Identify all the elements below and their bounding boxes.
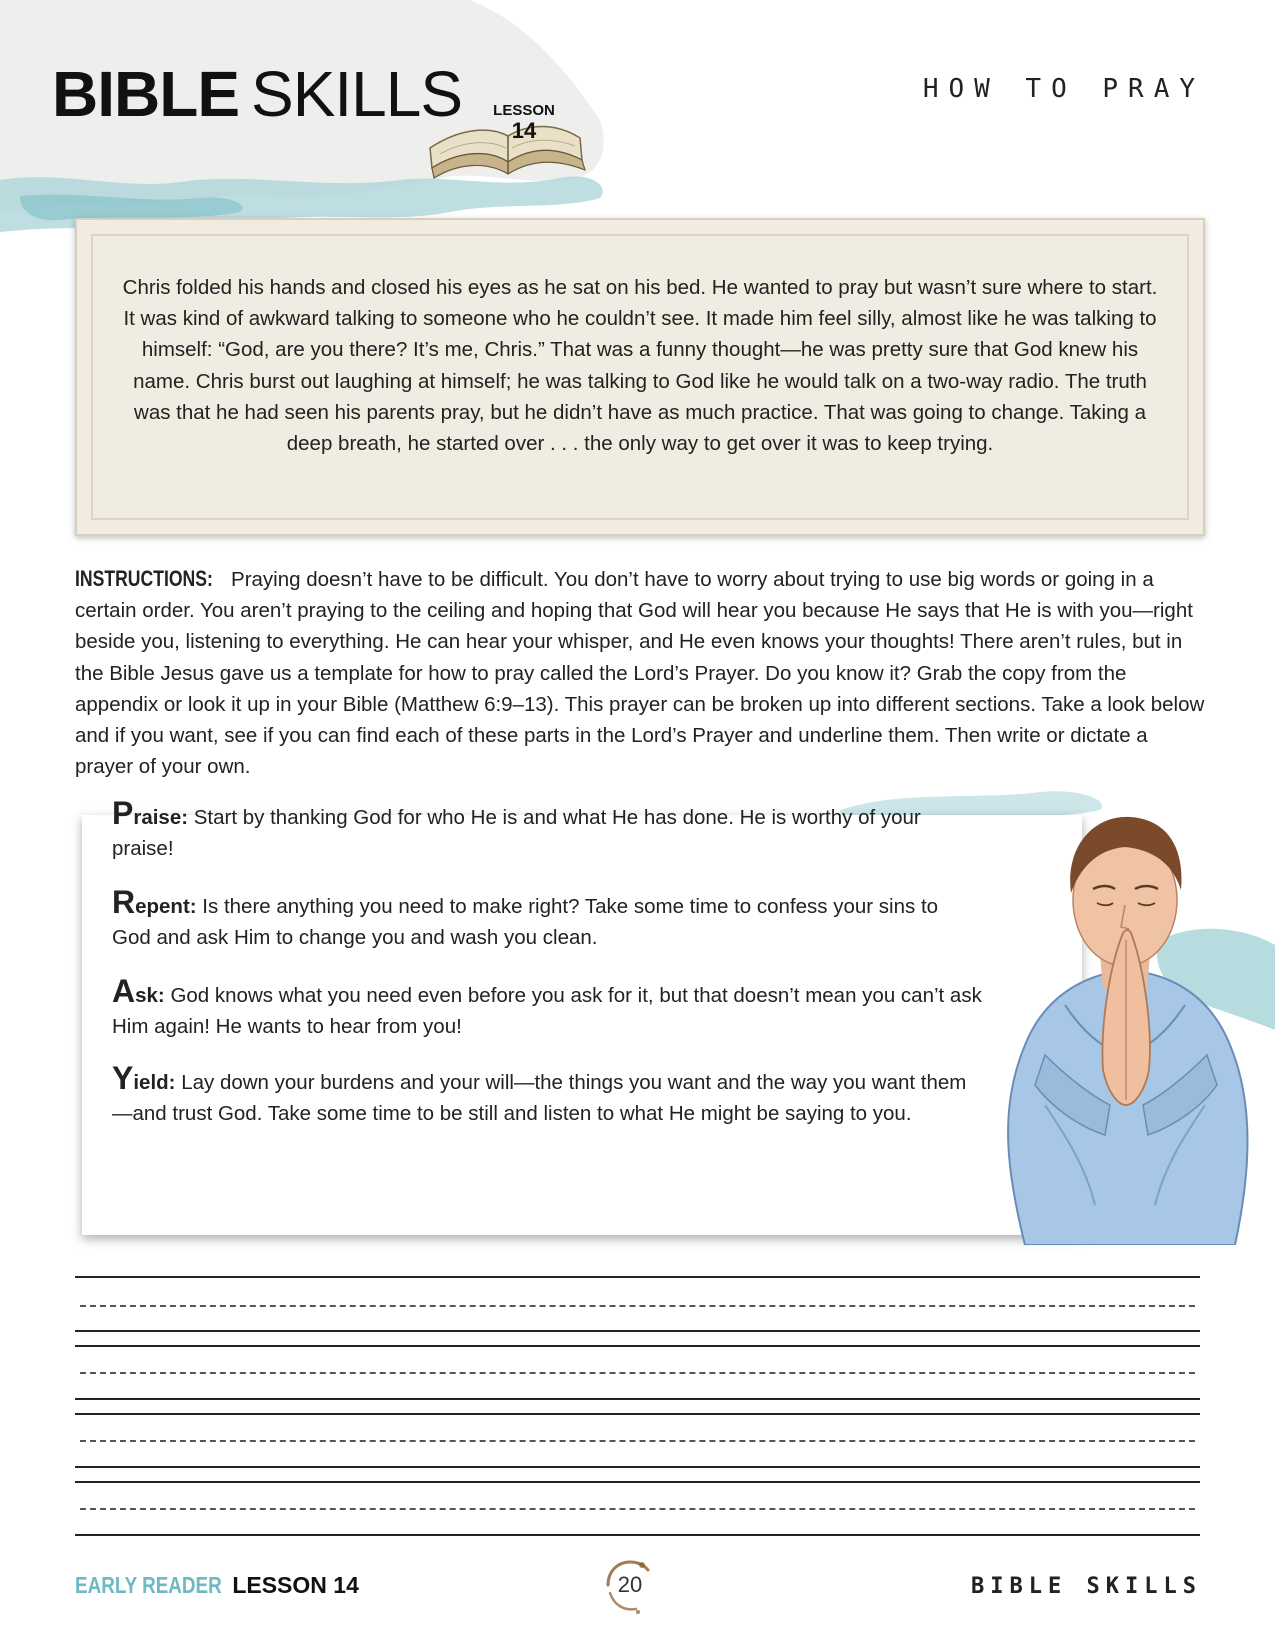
story-text: Chris folded his hands and closed his eyes as he sat on his bed. He wanted to pray but wasn’t sure where to start. It was kind of awkward talking to someone who he couldn’t see. It made him feel silly, almost like he was talking to himself: “God, are you there? It’s me, Chris.” That was a funny thought—he was pretty sure that God knew his name. Chris burst out laughing at himself; he was talking to God like he would talk on a two-way radio. The truth was that he had seen his parents pray, but he didn’t have as much practice. That was going to change. Taking a deep breath, he started over . . . the only way to get over it was to keep trying. bbox=[122, 276, 1158, 456]
writing-line-base-1 bbox=[75, 1330, 1200, 1332]
footer-series-name: EARLY READER bbox=[75, 1572, 222, 1598]
step-repent bbox=[112, 884, 982, 953]
step-repent-text: Is there anything you need to make right? Take some time to confess your sins to God and ask Him to change you and wash you clean. bbox=[112, 895, 939, 950]
lesson-label: LESSON bbox=[493, 102, 555, 119]
writing-line-top-2 bbox=[75, 1345, 1200, 1347]
writing-line-mid-2 bbox=[80, 1372, 1195, 1374]
step-praise-initial: P bbox=[112, 795, 134, 831]
step-ask-keyword: sk: bbox=[135, 984, 165, 1007]
page-topic: HOW TO PRAY bbox=[922, 74, 1205, 104]
step-praise bbox=[112, 795, 982, 864]
steps-card bbox=[82, 795, 1082, 1235]
writing-line-base-2 bbox=[75, 1398, 1200, 1400]
brand-title bbox=[52, 58, 463, 130]
writing-line-base-4 bbox=[75, 1534, 1200, 1536]
lesson-badge bbox=[492, 103, 556, 143]
writing-line-mid-4 bbox=[80, 1508, 1195, 1510]
step-ask bbox=[112, 973, 982, 1042]
step-repent-keyword: epent: bbox=[135, 895, 197, 918]
brand-bold: BIBLE bbox=[52, 58, 239, 130]
brand-light: SKILLS bbox=[251, 58, 463, 130]
lesson-number: 14 bbox=[511, 118, 537, 143]
writing-line-top-4 bbox=[75, 1481, 1200, 1483]
step-ask-text: God knows what you need even before you ask for it, but that doesn’t mean you can’t ask Him again! He wants to hear from you! bbox=[112, 984, 982, 1039]
step-yield-text: Lay down your burdens and your will—the things you want and the way you want them—and trust God. Take some time to be still and listen to what He might be saying to you. bbox=[112, 1071, 967, 1126]
instructions bbox=[75, 563, 1205, 782]
step-praise-keyword: raise: bbox=[133, 806, 189, 829]
writing-line-mid-3 bbox=[80, 1440, 1195, 1442]
step-yield-initial: Y bbox=[112, 1060, 134, 1096]
step-praise-text: Start by thanking God for who He is and what He has done. He is worthy of your praise! bbox=[112, 806, 921, 861]
writing-line-top-3 bbox=[75, 1413, 1200, 1415]
step-yield-keyword: ield: bbox=[133, 1071, 176, 1094]
footer-book-title: BIBLE SKILLS bbox=[971, 1574, 1202, 1599]
writing-line-base-3 bbox=[75, 1466, 1200, 1468]
footer-lesson: LESSON 14 bbox=[232, 1572, 359, 1598]
step-yield bbox=[112, 1060, 982, 1129]
writing-line-top-1 bbox=[75, 1276, 1200, 1278]
instructions-heading: INSTRUCTIONS: bbox=[75, 566, 213, 591]
step-repent-initial: R bbox=[112, 884, 136, 920]
praying-boy-illustration bbox=[985, 805, 1265, 1245]
instructions-text: Praying doesn’t have to be difficult. You don’t have to worry about trying to use big words or going in a certain order. You aren’t praying to the ceiling and hoping that God will hear you because He says that He is with you—right beside you, listening to everything. He can hear your whisper, and He even knows your thoughts! There aren’t rules, but in the Bible Jesus gave us a template for how to pray called the Lord’s Prayer. Do you know it? Grab the copy from the appendix or look it up in your Bible (Matthew 6:9–13). This prayer can be broken up into different sections. Take a look below and if you want, see if you can find each of these parts in the Lord’s Prayer and underline them. Then write or dictate a prayer of your own. bbox=[75, 568, 1205, 779]
page-number: 20 bbox=[617, 1572, 643, 1597]
step-ask-initial: A bbox=[112, 973, 136, 1009]
story-box bbox=[75, 218, 1205, 536]
writing-line-mid-1 bbox=[80, 1305, 1195, 1307]
footer-series bbox=[75, 1572, 359, 1599]
